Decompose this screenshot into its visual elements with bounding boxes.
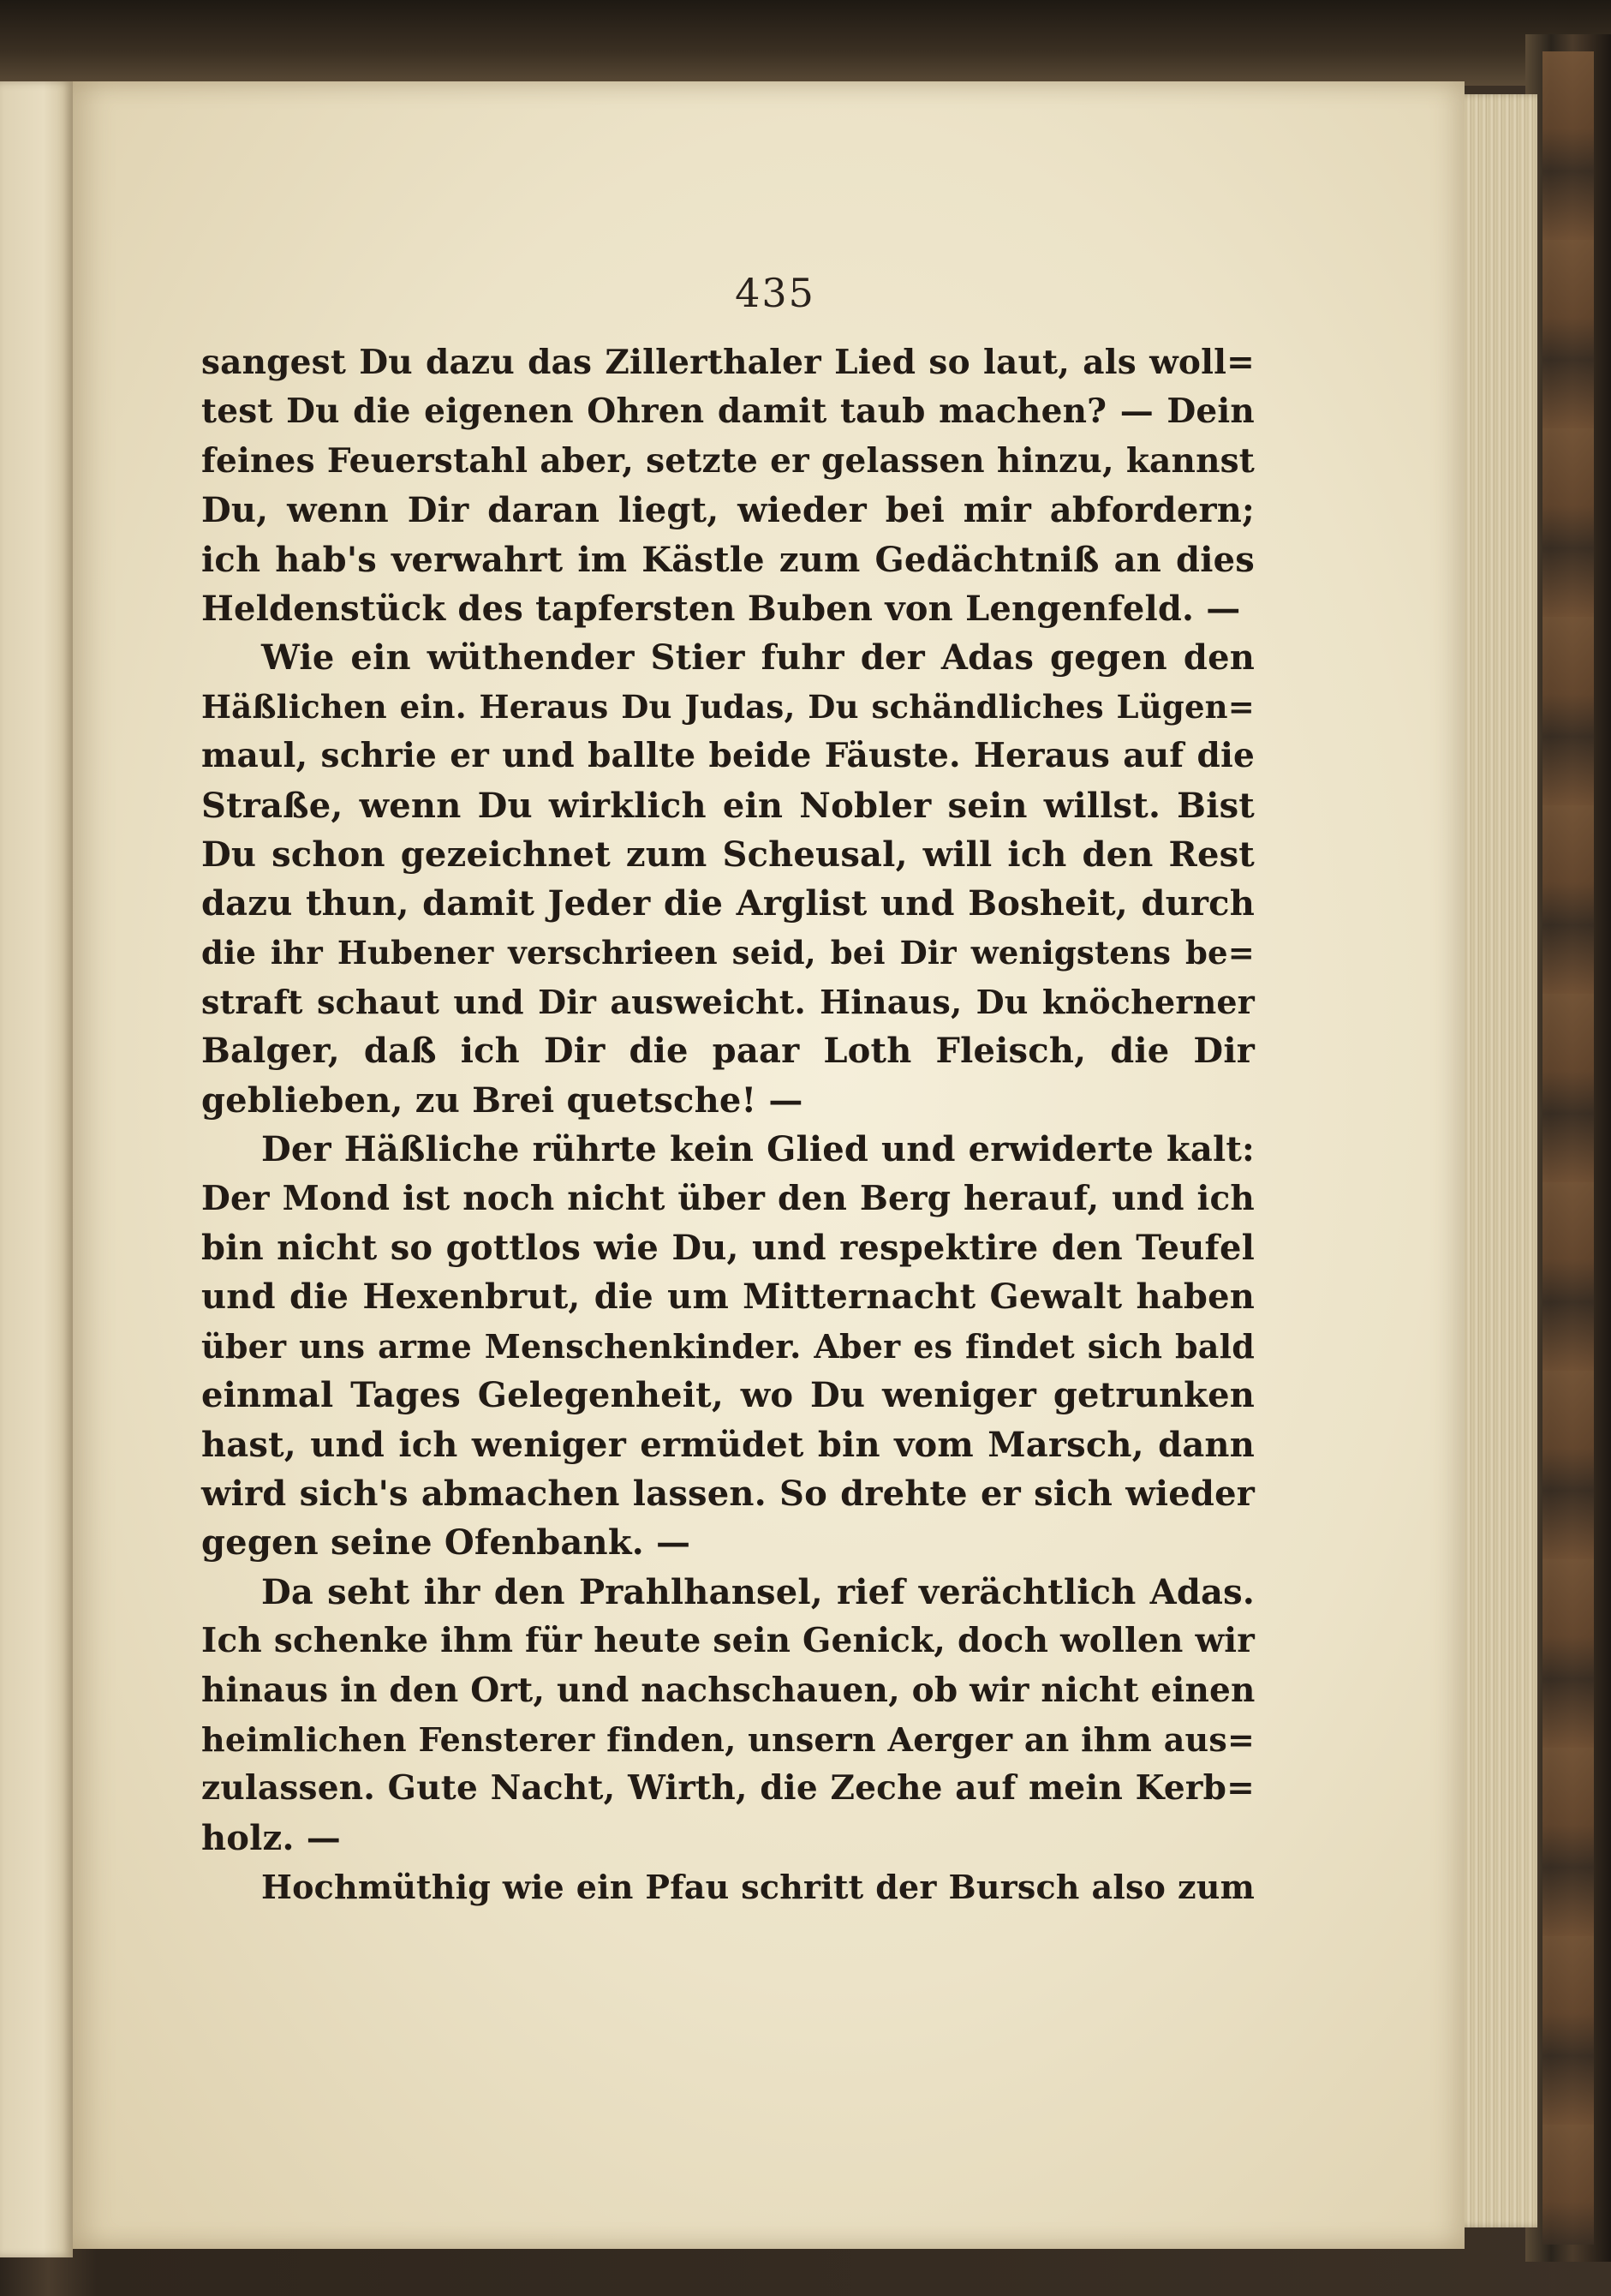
text-line: einmal Tages Gelegenheit, wo Du weniger getrunken bbox=[201, 1375, 1255, 1416]
text-line: holz. — bbox=[201, 1817, 341, 1858]
book-cover-top-edge bbox=[0, 0, 1611, 86]
text-line: Straße, wenn Du wirklich ein Nobler sein willst. Bist bbox=[201, 785, 1255, 826]
page-stack-edge bbox=[1456, 94, 1537, 2227]
text-line: test Du die eigenen Ohren damit taub machen? — Dein bbox=[201, 392, 1255, 432]
text-line: sangest Du dazu das Zillerthaler Lied so laut, als woll= bbox=[201, 343, 1255, 382]
left-page-edge bbox=[0, 81, 73, 2257]
text-line: über uns arme Menschenkinder. Aber es findet sich bald bbox=[201, 1326, 1255, 1366]
text-line: Wie ein wüthender Stier fuhr der Adas gegen den bbox=[261, 637, 1255, 679]
text-line: gegen seine Ofenbank. — bbox=[201, 1522, 691, 1564]
text-line: heimlichen Fensterer finden, unsern Aerger an ihm aus= bbox=[201, 1719, 1255, 1759]
text-line: die ihr Hubener verschrieen seid, bei Dir wenigstens be= bbox=[201, 933, 1255, 972]
text-line: maul, schrie er und ballte beide Fäuste. Heraus auf die bbox=[201, 736, 1255, 776]
page-number: 435 bbox=[735, 270, 815, 316]
right-page bbox=[73, 81, 1465, 2249]
text-line: bin nicht so gottlos wie Du, und respektire den Teufel bbox=[201, 1228, 1255, 1269]
text-line: Der Mond ist noch nicht über den Berg herauf, und ich bbox=[201, 1178, 1255, 1218]
text-line: Der Häßliche rührte kein Glied und erwiderte kalt: bbox=[261, 1129, 1255, 1170]
text-line: Häßlichen ein. Heraus Du Judas, Du schändliches Lügen= bbox=[201, 687, 1255, 726]
text-line: geblieben, zu Brei quetsche! — bbox=[201, 1079, 803, 1121]
text-line: hinaus in den Ort, und nachschauen, ob wir nicht einen bbox=[201, 1670, 1256, 1710]
text-line: wird sich's abmachen lassen. So drehte er sich wieder bbox=[201, 1473, 1255, 1514]
text-line: Hochmüthig wie ein Pfau schritt der Bursch also zum bbox=[261, 1868, 1255, 1907]
text-line: und die Hexenbrut, die um Mitternacht Gewalt haben bbox=[201, 1277, 1255, 1318]
text-block bbox=[201, 338, 1255, 1912]
text-line: hast, und ich weniger ermüdet bin vom Marsch, dann bbox=[201, 1424, 1255, 1465]
text-line: ich hab's verwahrt im Kästle zum Gedächtniß an dies bbox=[201, 539, 1255, 580]
text-line: Balger, daß ich Dir die paar Loth Fleisch, die Dir bbox=[201, 1031, 1255, 1072]
leather-binding bbox=[1542, 51, 1594, 2245]
text-line: Heldenstück des tapfersten Buben von Lengenfeld. — bbox=[201, 588, 1241, 629]
text-line: zulassen. Gute Nacht, Wirth, die Zeche auf mein Kerb= bbox=[201, 1768, 1255, 1809]
text-line: Du schon gezeichnet zum Scheusal, will ich den Rest bbox=[201, 834, 1255, 875]
text-line: feines Feuerstahl aber, setzte er gelassen hinzu, kannst bbox=[201, 440, 1255, 481]
text-line: Da seht ihr den Prahlhansel, rief verächtlich Adas. bbox=[261, 1571, 1255, 1612]
text-line: Ich schenke ihm für heute sein Genick, doch wollen wir bbox=[201, 1621, 1255, 1661]
text-line: straft schaut und Dir ausweicht. Hinaus, Du knöcherner bbox=[201, 983, 1255, 1022]
text-line: Du, wenn Dir daran liegt, wieder bei mir abfordern; bbox=[201, 490, 1255, 531]
text-line: dazu thun, damit Jeder die Arglist und Bosheit, durch bbox=[201, 883, 1255, 924]
